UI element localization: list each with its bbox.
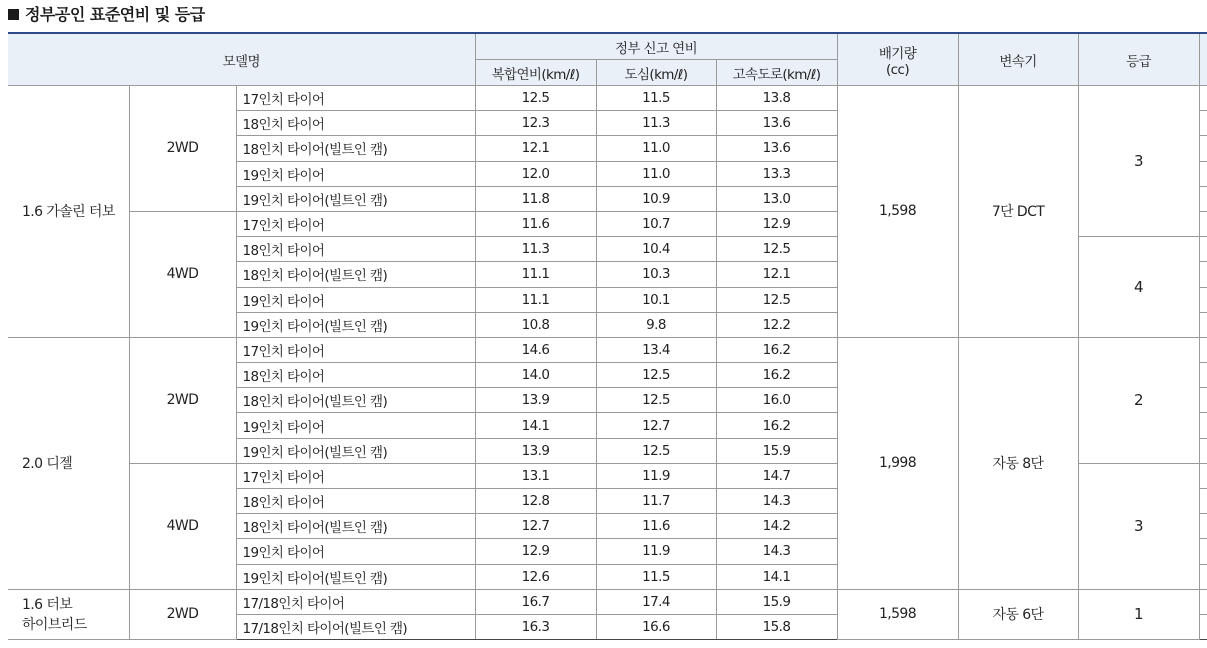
combined-cell: 12.7 <box>475 514 596 539</box>
grade-cell: 4 <box>1078 237 1199 338</box>
section-title-text: 정부공인 표준연비 및 등급 <box>25 5 205 24</box>
highway-cell: 15.9 <box>716 589 837 614</box>
combined-cell: 10.8 <box>475 312 596 337</box>
edge-cell <box>1199 614 1207 639</box>
transmission-cell: 7단 DCT <box>958 86 1078 338</box>
tire-cell: 17/18인치 타이어(빌트인 캠) <box>236 614 475 639</box>
highway-cell: 16.0 <box>716 388 837 413</box>
highway-cell: 15.8 <box>716 614 837 639</box>
drive-cell: 2WD <box>129 589 236 639</box>
combined-cell: 11.1 <box>475 287 596 312</box>
city-cell: 11.5 <box>596 86 716 111</box>
model-name-cell <box>8 589 129 639</box>
edge-cell <box>1199 438 1207 463</box>
highway-cell: 13.8 <box>716 86 837 111</box>
combined-cell: 13.9 <box>475 388 596 413</box>
combined-cell: 12.0 <box>475 161 596 186</box>
edge-cell <box>1199 237 1207 262</box>
drive-cell: 4WD <box>129 463 236 589</box>
grade-cell: 2 <box>1078 337 1199 463</box>
tire-cell: 17인치 타이어 <box>236 86 475 111</box>
header-displacement-label: 배기량 <box>878 45 917 62</box>
tire-cell: 18인치 타이어(빌트인 캠) <box>236 514 475 539</box>
grade-cell: 3 <box>1078 86 1199 237</box>
edge-cell <box>1199 539 1207 564</box>
highway-cell: 14.2 <box>716 514 837 539</box>
city-cell: 11.0 <box>596 136 716 161</box>
city-cell: 11.7 <box>596 489 716 514</box>
combined-cell: 12.8 <box>475 489 596 514</box>
combined-cell: 11.3 <box>475 237 596 262</box>
combined-cell: 16.7 <box>475 589 596 614</box>
city-cell: 12.5 <box>596 438 716 463</box>
header-displacement-unit: (cc) <box>886 61 909 78</box>
tire-cell: 19인치 타이어 <box>236 287 475 312</box>
drive-cell: 2WD <box>129 337 236 463</box>
highway-cell: 12.1 <box>716 262 837 287</box>
edge-cell <box>1199 111 1207 136</box>
tire-cell: 19인치 타이어(빌트인 캠) <box>236 438 475 463</box>
edge-cell <box>1199 312 1207 337</box>
grade-cell: 3 <box>1078 463 1199 589</box>
header-grade: 등급 <box>1078 33 1199 86</box>
combined-cell: 14.0 <box>475 363 596 388</box>
header-city: 도심(km/ℓ) <box>596 60 716 86</box>
tire-cell: 18인치 타이어(빌트인 캠) <box>236 136 475 161</box>
highway-cell: 16.2 <box>716 413 837 438</box>
model-name-line2: 하이브리드 <box>22 617 87 634</box>
combined-cell: 13.1 <box>475 463 596 488</box>
model-name-line1: 1.6 터보 <box>22 597 73 614</box>
header-transmission: 변속기 <box>958 33 1078 86</box>
city-cell: 11.5 <box>596 564 716 589</box>
city-cell: 16.6 <box>596 614 716 639</box>
highway-cell: 12.5 <box>716 237 837 262</box>
city-cell: 11.9 <box>596 463 716 488</box>
highway-cell: 12.2 <box>716 312 837 337</box>
transmission-cell: 자동 8단 <box>958 337 1078 589</box>
tire-cell: 19인치 타이어 <box>236 413 475 438</box>
header-highway: 고속도로(km/ℓ) <box>716 60 837 86</box>
city-cell: 13.4 <box>596 337 716 362</box>
edge-cell <box>1199 489 1207 514</box>
highway-cell: 16.2 <box>716 363 837 388</box>
city-cell: 12.7 <box>596 413 716 438</box>
edge-cell <box>1199 211 1207 236</box>
header-edge-cell <box>1199 33 1207 86</box>
model-name-cell: 1.6 가솔린 터보 <box>8 86 129 338</box>
city-cell: 12.5 <box>596 388 716 413</box>
combined-cell: 13.9 <box>475 438 596 463</box>
combined-cell: 12.3 <box>475 111 596 136</box>
city-cell: 10.9 <box>596 186 716 211</box>
highway-cell: 13.6 <box>716 136 837 161</box>
combined-cell: 11.8 <box>475 186 596 211</box>
edge-cell <box>1199 564 1207 589</box>
edge-cell <box>1199 363 1207 388</box>
combined-cell: 14.6 <box>475 337 596 362</box>
highway-cell: 16.2 <box>716 337 837 362</box>
highway-cell: 14.7 <box>716 463 837 488</box>
combined-cell: 16.3 <box>475 614 596 639</box>
city-cell: 10.3 <box>596 262 716 287</box>
highway-cell: 13.6 <box>716 111 837 136</box>
highway-cell: 12.5 <box>716 287 837 312</box>
header-gov-fuel: 정부 신고 연비 <box>475 33 837 60</box>
combined-cell: 11.6 <box>475 211 596 236</box>
edge-cell <box>1199 514 1207 539</box>
grade-cell: 1 <box>1078 589 1199 639</box>
highway-cell: 13.0 <box>716 186 837 211</box>
edge-cell <box>1199 186 1207 211</box>
tire-cell: 18인치 타이어(빌트인 캠) <box>236 388 475 413</box>
edge-cell <box>1199 337 1207 362</box>
combined-cell: 12.1 <box>475 136 596 161</box>
displacement-cell: 1,598 <box>837 589 958 639</box>
tire-cell: 17/18인치 타이어 <box>236 589 475 614</box>
city-cell: 10.1 <box>596 287 716 312</box>
tire-cell: 19인치 타이어(빌트인 캠) <box>236 564 475 589</box>
transmission-cell: 자동 6단 <box>958 589 1078 639</box>
edge-cell <box>1199 161 1207 186</box>
highway-cell: 14.3 <box>716 539 837 564</box>
drive-cell: 4WD <box>129 211 236 337</box>
combined-cell: 14.1 <box>475 413 596 438</box>
edge-cell <box>1199 262 1207 287</box>
table-row <box>8 589 1207 614</box>
tire-cell: 17인치 타이어 <box>236 337 475 362</box>
city-cell: 17.4 <box>596 589 716 614</box>
city-cell: 11.0 <box>596 161 716 186</box>
table-row <box>8 86 1207 111</box>
highway-cell: 13.3 <box>716 161 837 186</box>
edge-cell <box>1199 287 1207 312</box>
model-name-cell: 2.0 디젤 <box>8 337 129 589</box>
city-cell: 9.8 <box>596 312 716 337</box>
combined-cell: 12.5 <box>475 86 596 111</box>
tire-cell: 18인치 타이어(빌트인 캠) <box>236 262 475 287</box>
tire-cell: 19인치 타이어 <box>236 539 475 564</box>
edge-cell <box>1199 86 1207 111</box>
highway-cell: 15.9 <box>716 438 837 463</box>
tire-cell: 19인치 타이어 <box>236 161 475 186</box>
tire-cell: 18인치 타이어 <box>236 111 475 136</box>
drive-cell: 2WD <box>129 86 236 212</box>
city-cell: 11.6 <box>596 514 716 539</box>
city-cell: 10.4 <box>596 237 716 262</box>
city-cell: 12.5 <box>596 363 716 388</box>
city-cell: 11.3 <box>596 111 716 136</box>
displacement-cell: 1,998 <box>837 337 958 589</box>
tire-cell: 18인치 타이어 <box>236 489 475 514</box>
fuel-efficiency-table <box>8 32 1207 640</box>
city-cell: 11.9 <box>596 539 716 564</box>
header-displacement <box>837 33 958 86</box>
tire-cell: 18인치 타이어 <box>236 237 475 262</box>
edge-cell <box>1199 463 1207 488</box>
section-title <box>8 4 205 26</box>
edge-cell <box>1199 413 1207 438</box>
edge-cell <box>1199 136 1207 161</box>
edge-cell <box>1199 388 1207 413</box>
combined-cell: 12.6 <box>475 564 596 589</box>
header-model: 모델명 <box>8 33 475 86</box>
highway-cell: 14.3 <box>716 489 837 514</box>
tire-cell: 17인치 타이어 <box>236 463 475 488</box>
tire-cell: 19인치 타이어(빌트인 캠) <box>236 312 475 337</box>
highway-cell: 14.1 <box>716 564 837 589</box>
header-combined: 복합연비(km/ℓ) <box>475 60 596 86</box>
square-bullet-icon <box>8 9 19 20</box>
displacement-cell: 1,598 <box>837 86 958 338</box>
combined-cell: 11.1 <box>475 262 596 287</box>
edge-cell <box>1199 589 1207 614</box>
tire-cell: 19인치 타이어(빌트인 캠) <box>236 186 475 211</box>
highway-cell: 12.9 <box>716 211 837 236</box>
tire-cell: 18인치 타이어 <box>236 363 475 388</box>
combined-cell: 12.9 <box>475 539 596 564</box>
city-cell: 10.7 <box>596 211 716 236</box>
tire-cell: 17인치 타이어 <box>236 211 475 236</box>
table-row <box>8 337 1207 362</box>
